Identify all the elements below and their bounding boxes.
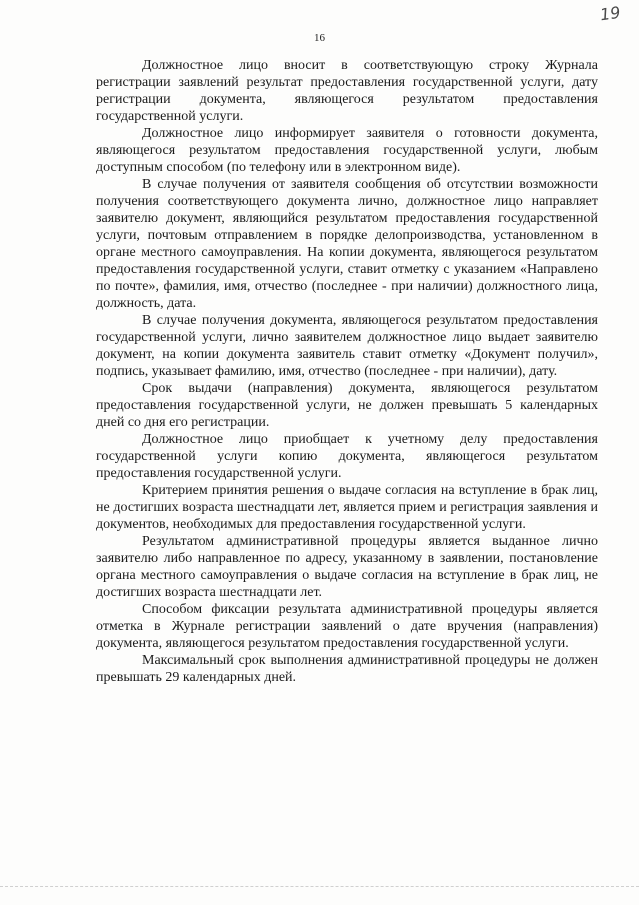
paragraph-delivery-term: Срок выдачи (направления) документа, являющегося результатом предоставления государственной услуги, не должен превышать 5 календарных дней со дня его регистрации. xyxy=(96,381,598,430)
paragraph-postal-delivery: В случае получения от заявителя сообщения об отсутствии возможности получения соответствующего документа лично, должностное лицо направляет заявителю документ, являющийся результатом предоставления государственной услуги, почтовым отправлением в порядке делопроизводства, установленном в органе местного самоуправления. На копии документа, являющегося результатом предоставления государственной услуги, ставит отметку с указанием «Направлено по почте», фамилия, имя, отчество (последнее - при наличии) должностного лица, должность, дата. xyxy=(96,177,598,311)
paragraph-case-file: Должностное лицо приобщает к учетному делу предоставления государственной услуги копию документа, являющегося результатом предоставления государственной услуги. xyxy=(96,432,598,481)
paragraph-max-term: Максимальный срок выполнения административной процедуры не должен превышать 29 календарных дней. xyxy=(96,653,598,685)
paragraph-decision-criterion: Критерием принятия решения о выдаче согласия на вступление в брак лиц, не достигших возраста шестнадцати лет, является прием и регистрация заявления и документов, необходимых для предоставления государственной услуги. xyxy=(96,483,598,532)
handwritten-sheet-number: 19 xyxy=(598,2,622,25)
paragraph-fixation-method: Способом фиксации результата административной процедуры является отметка в Журнале регистрации заявлений о дате вручения (направления) документа, являющегося результатом предоставления государственной услуги. xyxy=(96,602,598,651)
paragraph-inform-applicant: Должностное лицо информирует заявителя о готовности документа, являющегося результатом предоставления государственной услуги, любым доступным способом (по телефону или в электронном виде). xyxy=(96,126,598,175)
paragraph-personal-delivery: В случае получения документа, являющегося результатом предоставления государственной услуги, лично заявителем должностное лицо выдает заявителю документ, на копии документа заявитель ставит отметку «Документ получил», подпись, указывает фамилию, имя, отчество (последнее - при наличии), дату. xyxy=(96,313,598,379)
body-text xyxy=(96,57,598,686)
page-number: 16 xyxy=(314,32,325,44)
paragraph-procedure-result: Результатом административной процедуры является выданное лично заявителю либо направленное по адресу, указанному в заявлении, постановление органа местного самоуправления о выдаче согласия на вступление в брак лиц, не достигших возраста шестнадцати лет. xyxy=(96,534,598,600)
paragraph-journal-entry: Должностное лицо вносит в соответствующую строку Журнала регистрации заявлений результат предоставления государственной услуги, дату регистрации документа, являющегося результатом предоставления государственной услуги. xyxy=(96,58,598,124)
scan-artifact-line xyxy=(0,886,639,887)
